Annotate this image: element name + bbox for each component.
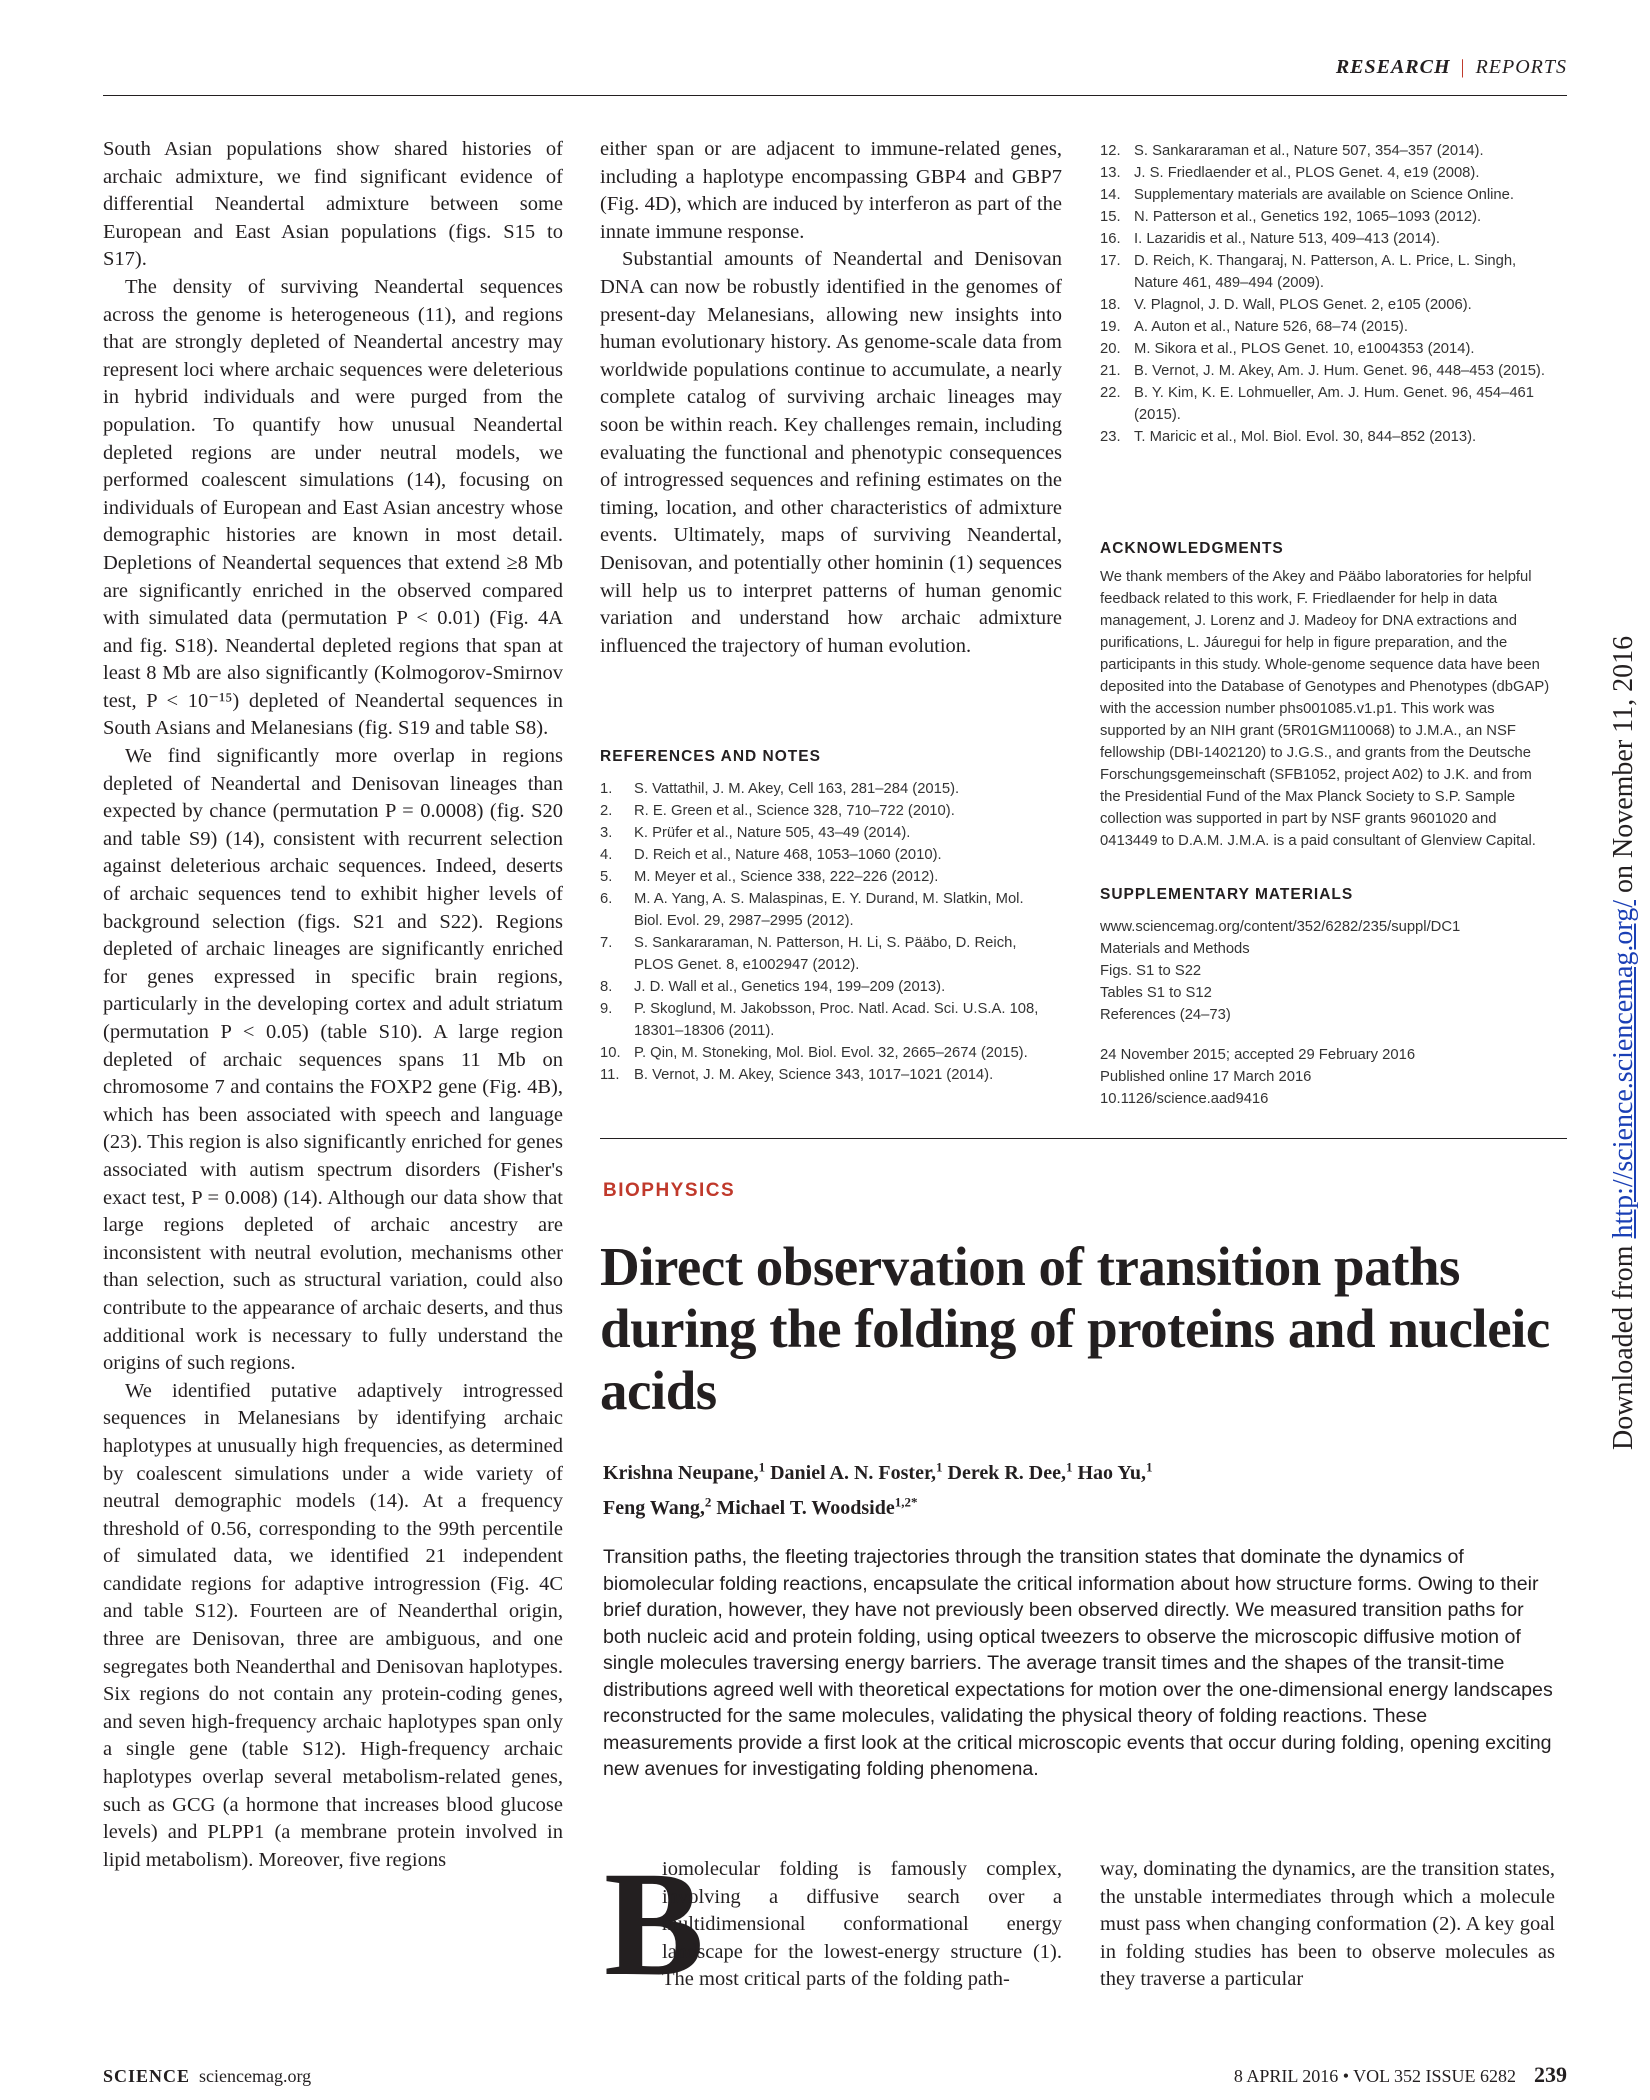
references-section bbox=[600, 746, 1040, 1086]
reference-text: B. Vernot, J. M. Akey, Am. J. Hum. Genet. 96, 448–453 (2015). bbox=[1134, 363, 1545, 379]
reference-number: 7. bbox=[600, 935, 613, 951]
supplementary-item: Figs. S1 to S22 bbox=[1100, 963, 1202, 979]
reference-item bbox=[600, 778, 1040, 800]
reference-number: 2. bbox=[600, 803, 613, 819]
references-list bbox=[1100, 140, 1550, 448]
reference-item bbox=[1100, 426, 1550, 448]
reference-item bbox=[1100, 250, 1550, 294]
paragraph: We find significantly more overlap in regions depleted of Neandertal and Denisovan lineages than expected by chance (permutation P = 0.0008) (fig. S20 and table S9) (14), consistent with recurrent selection against deleterious archaic sequences. Indeed, deserts of archaic sequences tend to exhibit higher levels of background selection (figs. S21 and S22). Regions depleted of archaic lineages are significantly enriched for genes expressed in specific brain regions, particularly in the developing cortex and adult striatum (permutation P < 0.05) (table S10). A large region depleted of archaic sequences spans 11 Mb on chromosome 7 and contains the FOXP2 gene (Fig. 4B), which has been associated with speech and language (23). This region is also significantly enriched for genes associated with autism spectrum disorders (Fisher's exact test, P = 0.008) (14). Although our data show that large regions depleted of archaic ancestry are inconsistent with neutral evolution, mechanisms other than selection, such as structural variation, could also contribute to the appearance of archaic deserts, and thus additional work is necessary to fully understand the origins of such regions. bbox=[103, 745, 563, 1375]
reference-item bbox=[1100, 228, 1550, 250]
received-dates: 24 November 2015; accepted 29 February 2016 bbox=[1100, 1047, 1416, 1063]
published-date: Published online 17 March 2016 bbox=[1100, 1069, 1312, 1085]
author-list bbox=[603, 1452, 1503, 1523]
author[interactable]: Hao Yu,$^1$ bbox=[1077, 1459, 1153, 1484]
reference-number: 10. bbox=[600, 1045, 621, 1061]
references-continued bbox=[1100, 140, 1550, 448]
reference-item bbox=[1100, 338, 1550, 360]
references-heading: REFERENCES AND NOTES bbox=[600, 748, 821, 765]
supplementary-item: Materials and Methods bbox=[1100, 941, 1250, 957]
article-title: Direct observation of transition paths during the folding of proteins and nucleic acids bbox=[600, 1236, 1550, 1421]
reference-item bbox=[600, 932, 1040, 976]
reference-text: M. Sikora et al., PLOS Genet. 10, e1004353 (2014). bbox=[1134, 341, 1475, 357]
reference-text: R. E. Green et al., Science 328, 710–722 (2010). bbox=[634, 803, 955, 819]
paragraph: South Asian populations show shared histories of archaic admixture, we find significant evidence of differential Neandertal admixture between some European and East Asian populations (figs. S15 to S17). bbox=[103, 138, 563, 271]
reference-item bbox=[600, 1064, 1040, 1086]
reference-text: S. Vattathil, J. M. Akey, Cell 163, 281–284 (2015). bbox=[634, 781, 960, 797]
reference-item bbox=[1100, 184, 1550, 206]
reference-text: P. Qin, M. Stoneking, Mol. Biol. Evol. 32, 2665–2674 (2015). bbox=[634, 1045, 1028, 1061]
article-body-column-3: way, dominating the dynamics, are the transition states, the unstable intermediates through which a molecule must pass when changing conformation (2). A key goal in folding studies has been to observe molecules as they traverse a particular bbox=[1100, 1858, 1555, 1991]
reference-item bbox=[1100, 140, 1550, 162]
article-divider bbox=[600, 1138, 1567, 1139]
paragraph: Substantial amounts of Neandertal and Denisovan DNA can now be robustly identified in the genomes of present-day Melanesians, allowing new insights into human evolutionary history. As genome-scale data from worldwide populations continue to accumulate, a nearly complete catalog of surviving archaic lineages may soon be within reach. Key challenges remain, including evaluating the functional and phenotypic consequences of introgressed sequences and refining estimates on the timing, location, and other characteristics of admixture events. Ultimately, maps of surviving Neandertal, Denisovan, and potentially other hominin (1) sequences will help us to interpret patterns of human genomic variation and understand how archaic admixture influenced the trajectory of human evolution. bbox=[600, 248, 1062, 657]
acknowledgments-heading: ACKNOWLEDGMENTS bbox=[1100, 540, 1284, 557]
download-stamp bbox=[1608, 636, 1640, 1450]
reference-item bbox=[1100, 206, 1550, 228]
reference-number: 8. bbox=[600, 979, 613, 995]
references-list bbox=[600, 778, 1040, 1086]
supplementary-section bbox=[1100, 884, 1550, 1110]
reference-number: 15. bbox=[1100, 209, 1121, 225]
reference-text: S. Sankararaman, N. Patterson, H. Li, S. Pääbo, D. Reich, PLOS Genet. 8, e1002947 (2012). bbox=[634, 935, 1017, 973]
supplementary-heading: SUPPLEMENTARY MATERIALS bbox=[1100, 886, 1354, 903]
author[interactable]: Derek R. Dee,$^1$ bbox=[947, 1459, 1073, 1484]
header-section-label: RESEARCH bbox=[1335, 56, 1451, 78]
reference-text: J. S. Friedlaender et al., PLOS Genet. 4, e19 (2008). bbox=[1134, 165, 1480, 181]
reference-text: M. Meyer et al., Science 338, 222–226 (2012). bbox=[634, 869, 939, 885]
reference-number: 13. bbox=[1100, 165, 1121, 181]
header-subsection-label: REPORTS bbox=[1475, 56, 1567, 78]
reference-number: 18. bbox=[1100, 297, 1121, 313]
doi[interactable]: 10.1126/science.aad9416 bbox=[1100, 1091, 1269, 1107]
reference-item bbox=[600, 998, 1040, 1042]
journal-site[interactable]: sciencemag.org bbox=[199, 2066, 312, 2086]
reference-text: N. Patterson et al., Genetics 192, 1065–1093 (2012). bbox=[1134, 209, 1482, 225]
body-column-1 bbox=[103, 136, 563, 1874]
reference-number: 14. bbox=[1100, 187, 1121, 203]
journal-name: SCIENCE bbox=[103, 2066, 191, 2086]
reference-item bbox=[600, 1042, 1040, 1064]
footer-issue bbox=[1234, 2062, 1567, 2088]
supplementary-item: References (24–73) bbox=[1100, 1007, 1231, 1023]
reference-number: 22. bbox=[1100, 385, 1121, 401]
reference-item bbox=[600, 800, 1040, 822]
footer-journal bbox=[103, 2066, 311, 2087]
abstract: Transition paths, the fleeting trajectories through the transition states that dominate the dynamics of biomolecular folding reactions, encapsulate the critical information about how structure forms. Owing to their brief duration, however, they have not previously been observed directly. We measured transition paths for both nucleic acid and protein folding, using optical tweezers to observe the microscopic diffusive motion of single molecules traversing energy barriers. The average transit times and the shapes of the transit-time distributions agreed well with theoretical expectations for motion over the one-dimensional energy landscapes reconstructed for the same molecules, validating the physical theory of folding reactions. These measurements provide a first look at the critical microscopic events that occur during folding, opening exciting new avenues for investigating folding phenomena. bbox=[603, 1546, 1553, 1780]
reference-text: J. D. Wall et al., Genetics 194, 199–209 (2013). bbox=[634, 979, 946, 995]
reference-number: 23. bbox=[1100, 429, 1121, 445]
reference-number: 17. bbox=[1100, 253, 1121, 269]
acknowledgments-text: We thank members of the Akey and Pääbo laboratories for helpful feedback related to this work, F. Friedlaender for help in data management, J. Lorenz and J. Madeoy for DNA extractions and purifications, L. Jáuregui for help in figure preparation, and the participants in this study. Whole-genome sequence data have been deposited into the Database of Genotypes and Phenotypes (dbGAP) with the accession number phs001085.v1.p1. This work was supported by an NIH grant (5R01GM110068) to J.M.A., an NSF fellowship (DBI-1402120) to J.G.S., and grants from the Deutsche Forschungsgemeinschaft (SFB1052, project A02) to J.K. and from the Presidential Fund of the Max Planck Society to S.P. Sample collection was supported in part by NSF grants 9601020 and 0413449 to D.A.M. J.M.A. is a paid consultant of Glenview Capital. bbox=[1100, 569, 1550, 849]
reference-item bbox=[1100, 382, 1550, 426]
reference-text: V. Plagnol, J. D. Wall, PLOS Genet. 2, e105 (2006). bbox=[1134, 297, 1472, 313]
reference-text: D. Reich et al., Nature 468, 1053–1060 (2010). bbox=[634, 847, 942, 863]
reference-number: 11. bbox=[600, 1067, 620, 1083]
reference-number: 4. bbox=[600, 847, 613, 863]
reference-text: B. Vernot, J. M. Akey, Science 343, 1017–1021 (2014). bbox=[634, 1067, 994, 1083]
reference-text: I. Lazaridis et al., Nature 513, 409–413 (2014). bbox=[1134, 231, 1440, 247]
reference-number: 20. bbox=[1100, 341, 1121, 357]
reference-item bbox=[600, 888, 1040, 932]
reference-number: 1. bbox=[600, 781, 613, 797]
author[interactable]: Feng Wang,$^2$ bbox=[603, 1494, 712, 1520]
reference-number: 16. bbox=[1100, 231, 1121, 247]
author[interactable]: Daniel A. N. Foster,$^1$ bbox=[770, 1459, 943, 1484]
drop-cap: B bbox=[604, 1841, 705, 2007]
reference-number: 12. bbox=[1100, 143, 1121, 159]
download-link[interactable]: http://science.sciencemag.org/ bbox=[1608, 900, 1639, 1239]
reference-item bbox=[1100, 316, 1550, 338]
reference-number: 21. bbox=[1100, 363, 1121, 379]
reference-number: 3. bbox=[600, 825, 613, 841]
reference-number: 5. bbox=[600, 869, 613, 885]
issue-info: 8 APRIL 2016 • VOL 352 ISSUE 6282 bbox=[1233, 2066, 1516, 2086]
acknowledgments-section bbox=[1100, 538, 1550, 852]
reference-number: 19. bbox=[1100, 319, 1121, 335]
reference-number: 9. bbox=[600, 1001, 613, 1017]
reference-number: 6. bbox=[600, 891, 613, 907]
page-number: 239 bbox=[1534, 2062, 1567, 2087]
reference-item bbox=[1100, 294, 1550, 316]
reference-text: T. Maricic et al., Mol. Biol. Evol. 30, 844–852 (2013). bbox=[1134, 429, 1477, 445]
paragraph: We identified putative adaptively introgressed sequences in Melanesians by identifying archaic haplotypes at unusually high frequencies, as determined by coalescent simulations under a wide variety of neutral demographic models (14). At a frequency threshold of 0.56, corresponding to the 99th percentile of simulated data, we identified 21 independent candidate regions for adaptive introgression (Fig. 4C and table S12). Fourteen are of Neanderthal origin, three are Denisovan, three are ambiguous, and one segregates both Neanderthal and Denisovan haplotypes. Six regions do not contain any protein-coding genes, and seven high-frequency archaic haplotypes span only a single gene (table S12). High-frequency archaic haplotypes overlap several metabolism-related genes, such as GCG (a hormone that increases blood glucose levels) and PLPP1 (a membrane protein involved in lipid metabolism). Moreover, five regions bbox=[103, 1379, 563, 1871]
reference-item bbox=[600, 844, 1040, 866]
download-suffix: on November 11, 2016 bbox=[1608, 635, 1639, 900]
reference-text: Supplementary materials are available on Science Online. bbox=[1134, 187, 1514, 203]
paragraph: either span or are adjacent to immune-related genes, including a haplotype encompassing GBP4 and GBP7 (Fig. 4D), which are induced by interferon as part of the innate immune response. bbox=[600, 138, 1062, 243]
reference-item bbox=[1100, 162, 1550, 184]
author[interactable]: Krishna Neupane,$^1$ bbox=[603, 1459, 766, 1484]
author[interactable]: Michael T. Woodside$^{1,2*}$ bbox=[716, 1494, 918, 1520]
reference-text: K. Prüfer et al., Nature 505, 43–49 (2014). bbox=[634, 825, 911, 841]
reference-item bbox=[600, 822, 1040, 844]
supplementary-url[interactable]: www.sciencemag.org/content/352/6282/235/suppl/DC1 bbox=[1100, 919, 1461, 935]
reference-text: D. Reich, K. Thangaraj, N. Patterson, A. L. Price, L. Singh, Nature 461, 489–494 (2009). bbox=[1134, 253, 1517, 291]
supplementary-item: Tables S1 to S12 bbox=[1100, 985, 1212, 1001]
header-rule bbox=[103, 95, 1567, 96]
article-body-column-2: iomolecular folding is famously complex, involving a diffusive search over a multidimensional conformational energy landscape for the lowest-energy structure (1). The most critical parts of the folding path- bbox=[662, 1858, 1062, 1991]
running-header bbox=[1336, 56, 1567, 79]
download-prefix: Downloaded from bbox=[1608, 1238, 1639, 1450]
header-separator: | bbox=[1460, 56, 1466, 78]
reference-text: M. A. Yang, A. S. Malaspinas, E. Y. Durand, M. Slatkin, Mol. Biol. Evol. 29, 2987–2995 (2012). bbox=[634, 891, 1024, 929]
reference-text: P. Skoglund, M. Jakobsson, Proc. Natl. Acad. Sci. U.S.A. 108, 18301–18306 (2011). bbox=[634, 1001, 1039, 1039]
reference-item bbox=[1100, 360, 1550, 382]
reference-text: B. Y. Kim, K. E. Lohmueller, Am. J. Hum. Genet. 96, 454–461 (2015). bbox=[1134, 385, 1535, 423]
reference-text: A. Auton et al., Nature 526, 68–74 (2015). bbox=[1134, 319, 1408, 335]
reference-text: S. Sankararaman et al., Nature 507, 354–357 (2014). bbox=[1134, 143, 1484, 159]
reference-item bbox=[600, 976, 1040, 998]
section-label: BIOPHYSICS bbox=[603, 1180, 736, 1201]
paragraph: The density of surviving Neandertal sequences across the genome is heterogeneous (11), and regions that are strongly depleted of Neandertal ancestry may represent loci where archaic sequences were deleterious in hybrid individuals and were purged from the population. To quantify how unusual Neandertal depleted regions are under neutral models, we performed coalescent simulations (14), focusing on individuals of European and East Asian ancestry whose demographic histories are known in most detail. Depletions of Neandertal sequences that extend ≥8 Mb are significantly enriched in the observed compared with simulated data (permutation P < 0.01) (Fig. 4A and fig. S18). Neandertal depleted regions that span at least 8 Mb are also significantly (Kolmogorov-Smirnov test, P < 10⁻¹⁵) depleted of Neandertal sequences in South Asians and Melanesians (fig. S19 and table S8). bbox=[103, 275, 563, 740]
reference-item bbox=[600, 866, 1040, 888]
body-column-2 bbox=[600, 136, 1062, 660]
